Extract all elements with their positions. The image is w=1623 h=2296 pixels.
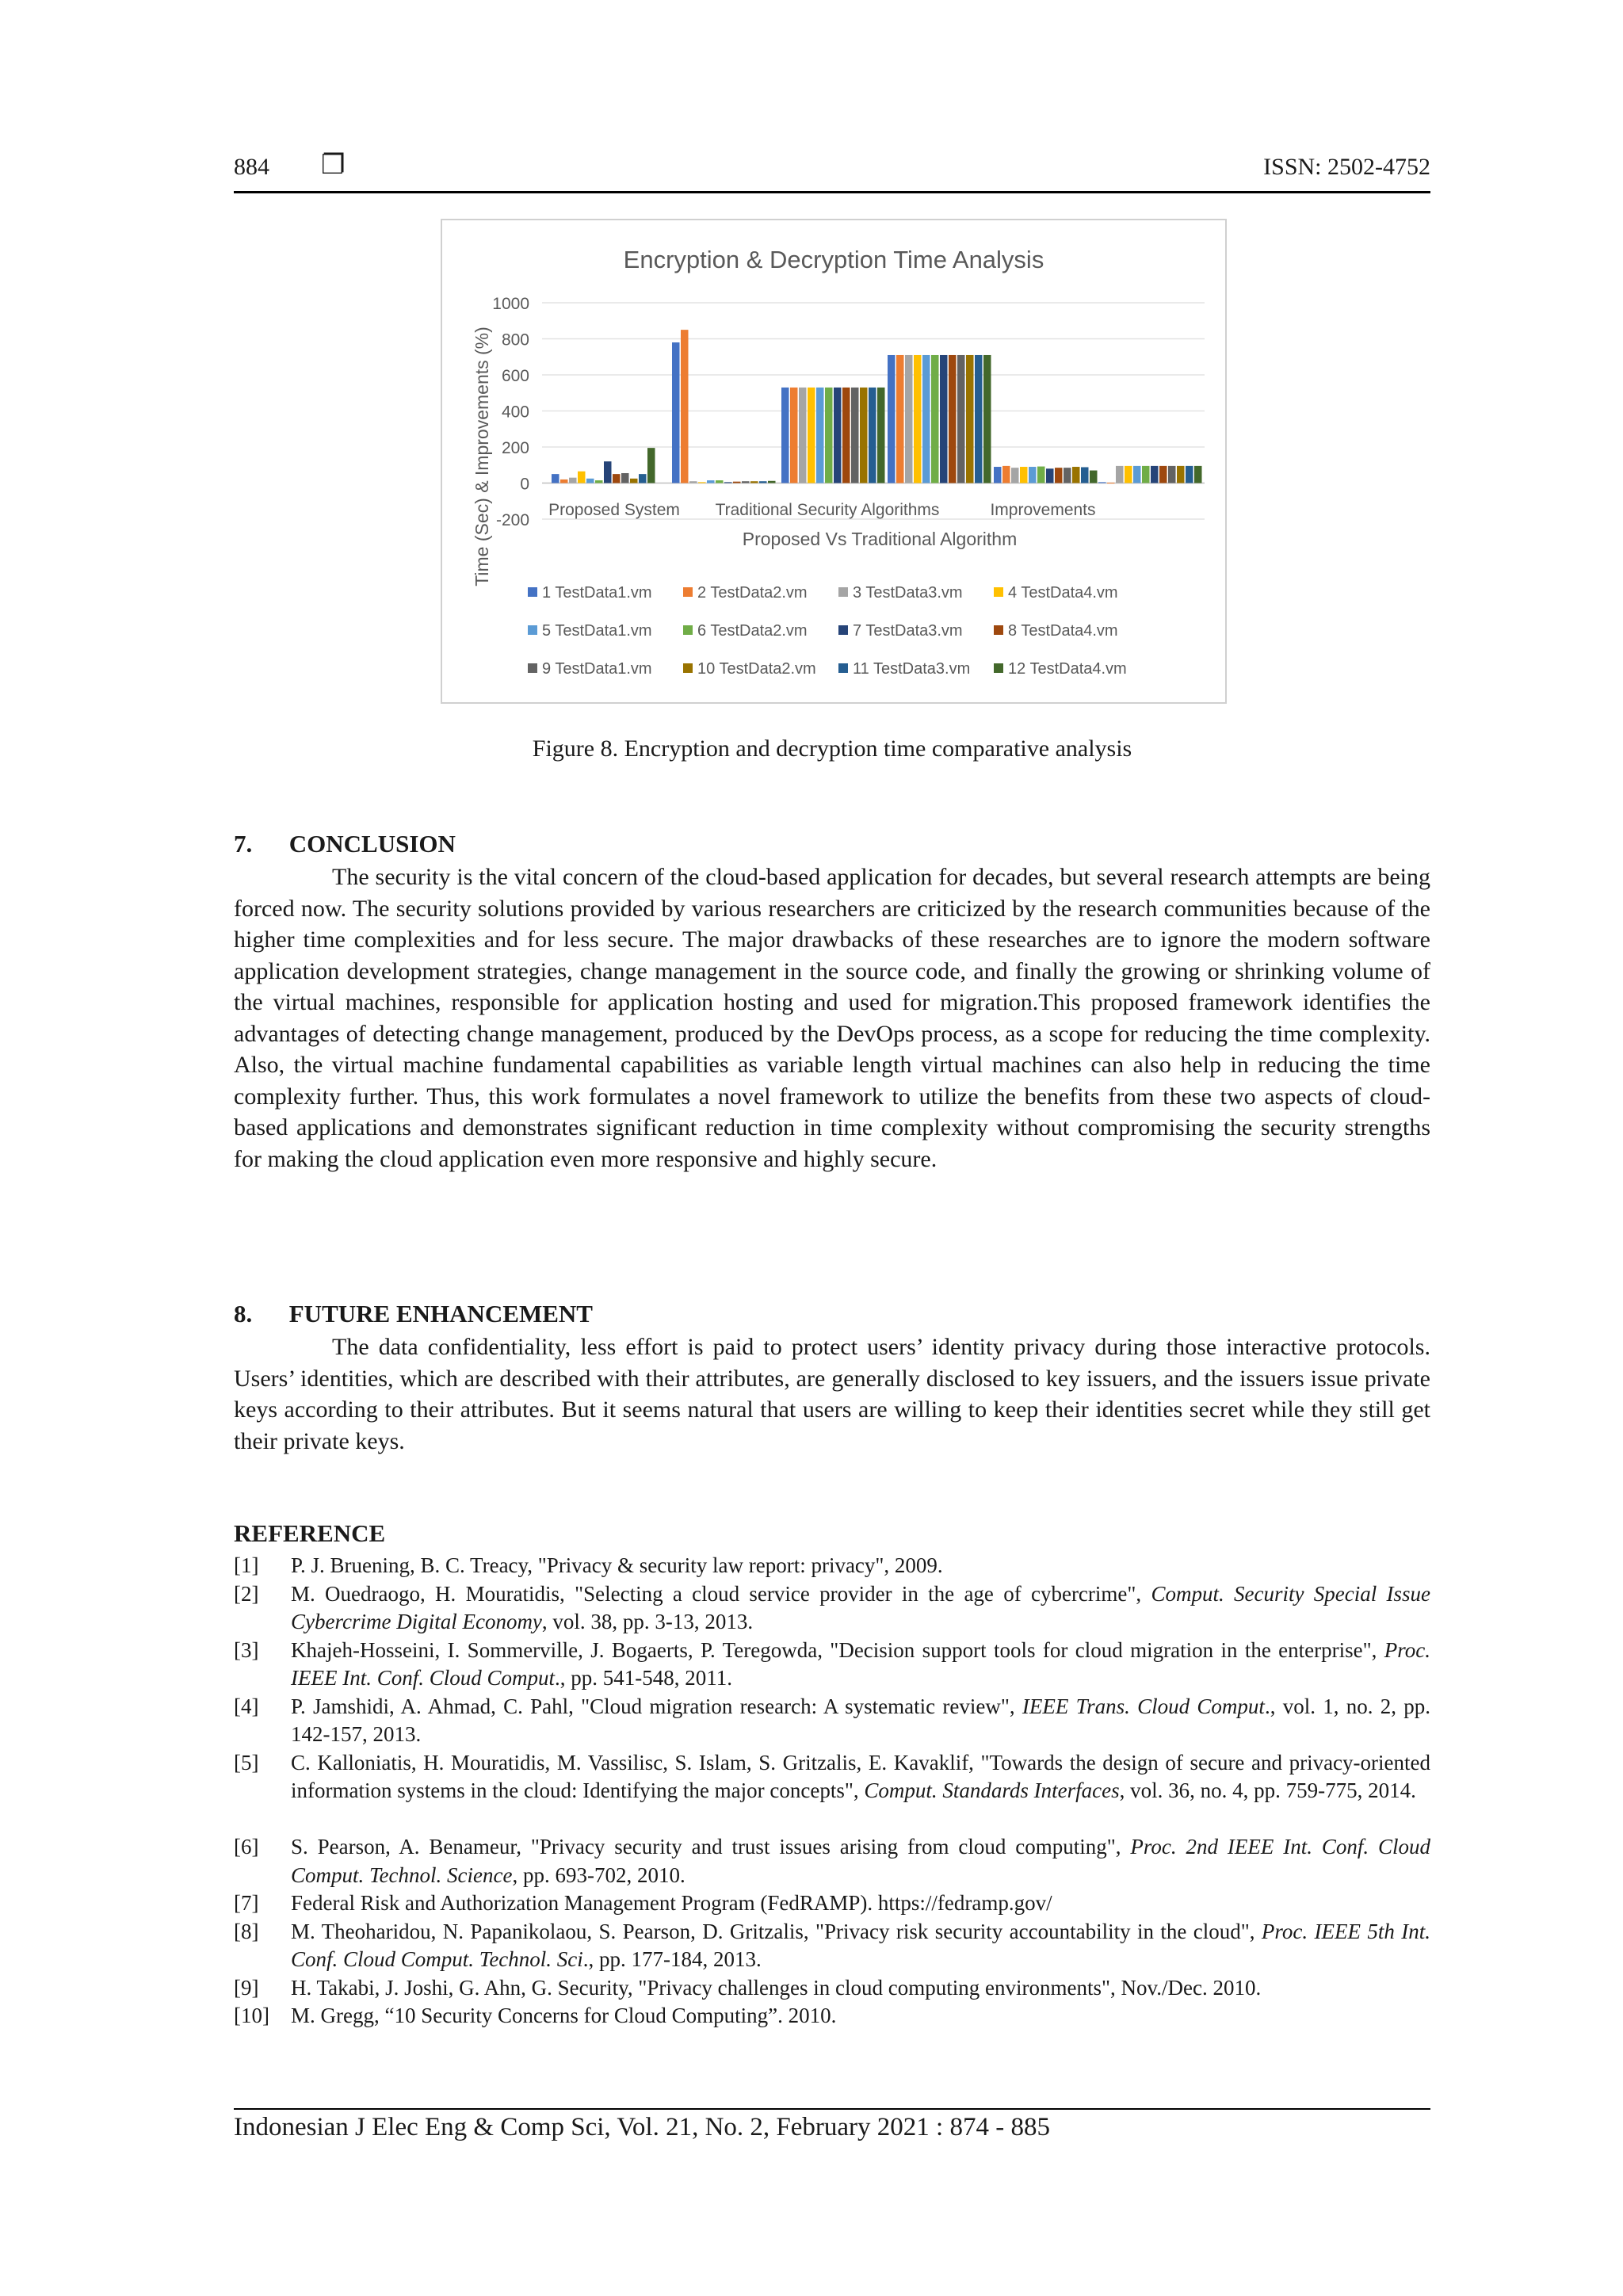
bar (759, 481, 767, 483)
bar (1055, 468, 1063, 483)
bar (613, 474, 621, 483)
chart-frame (441, 219, 1227, 704)
legend-swatch (683, 663, 693, 673)
figure-caption: Figure 8. Encryption and decryption time comparative analysis (532, 735, 1132, 762)
bar (1098, 482, 1106, 483)
bar (1194, 466, 1202, 483)
category-label: Traditional Security Algorithms (715, 501, 940, 519)
reference-number: [9] (234, 1975, 259, 2000)
reference-number: [8] (234, 1919, 259, 1943)
bar (595, 480, 603, 483)
bar (905, 355, 913, 483)
bar (834, 388, 842, 483)
legend-label: 6 TestData2.vm (697, 622, 808, 640)
y-tick-label: 800 (501, 330, 529, 350)
bar (672, 342, 680, 483)
bar (781, 388, 789, 483)
legend-swatch (838, 663, 848, 673)
bar (1020, 467, 1028, 483)
reference-number: [7] (234, 1891, 259, 1915)
bar (768, 481, 776, 483)
bar (569, 478, 577, 483)
bar (1090, 471, 1098, 483)
x-axis-label: Proposed Vs Traditional Algorithm (742, 529, 1018, 549)
bar (1116, 466, 1124, 483)
bar (994, 467, 1002, 483)
bar (1142, 466, 1150, 483)
bar (733, 482, 741, 483)
chart-title: Encryption & Decryption Time Analysis (623, 246, 1044, 273)
bar (842, 388, 850, 483)
legend-label: 8 TestData4.vm (1008, 622, 1118, 640)
legend-label: 5 TestData1.vm (542, 622, 652, 640)
legend-swatch (683, 625, 693, 635)
bar (1072, 467, 1080, 483)
bar (825, 388, 833, 483)
bar (896, 355, 904, 483)
bar (914, 355, 922, 483)
legend-label: 7 TestData3.vm (853, 622, 963, 640)
bar (949, 355, 957, 483)
bar (604, 461, 612, 483)
legend-label: 4 TestData4.vm (1008, 584, 1118, 602)
bar (860, 388, 868, 483)
conclusion-paragraph (234, 861, 1430, 1175)
legend-item (683, 622, 808, 640)
legend-swatch (838, 587, 848, 597)
legend-item (838, 660, 970, 678)
legend-swatch (838, 625, 848, 635)
reference-number: [3] (234, 1637, 259, 1662)
bar-chart (442, 220, 1225, 702)
reference-number: [1] (234, 1553, 259, 1577)
bar (681, 330, 689, 483)
bar (586, 479, 594, 483)
legend-label: 1 TestData1.vm (542, 584, 652, 602)
legend-item (528, 584, 652, 602)
bar (716, 480, 724, 483)
bar (877, 388, 885, 483)
bar (1064, 468, 1071, 483)
legend-label: 9 TestData1.vm (542, 660, 652, 678)
bar (922, 355, 930, 483)
footer-citation: Indonesian J Elec Eng & Comp Sci, Vol. 21, No. 2, February 2021 : 874 - 885 (234, 2113, 1050, 2141)
legend-swatch (683, 587, 693, 597)
future-text: The data confidentiality, less effort is paid to protect users’ identity privacy during those interactive protocols. Users’ identities, which are described with their attributes, are generally disclosed to key issuers, and the issuers issue private keys according to their attributes. But it seems natural that users are willing to keep their identities secret while they still get their private keys. (234, 1334, 1430, 1454)
reference-text: M. Theoharidou, N. Papanikolaou, S. Pearson, D. Gritzalis, "Privacy risk security accountability in the cloud", Proc. IEEE 5th Int. Conf. Cloud Comput. Technol. Sci., pp. 177-184, 2013. (291, 1919, 1430, 1971)
bar (1133, 466, 1141, 483)
y-tick-label: 600 (501, 367, 529, 385)
legend-swatch (994, 587, 1003, 597)
legend-label: 2 TestData2.vm (697, 584, 808, 602)
y-tick-label: -200 (495, 511, 529, 529)
conclusion-heading: 7. CONCLUSION (234, 830, 456, 858)
legend-item (994, 622, 1118, 640)
legend-swatch (528, 663, 537, 673)
legend-item (683, 660, 816, 678)
bar (689, 481, 697, 483)
legend-item (838, 622, 963, 640)
bar (578, 472, 586, 483)
header-box-icon: ❐ (321, 149, 346, 181)
legend-swatch (528, 587, 537, 597)
bar (647, 448, 655, 483)
bar (639, 474, 647, 483)
future-heading: 8. FUTURE ENHANCEMENT (234, 1300, 593, 1328)
bar (724, 482, 732, 483)
bar (940, 355, 948, 483)
bar (1037, 467, 1045, 483)
bar (552, 474, 559, 483)
legend-item (838, 584, 963, 602)
bar (851, 388, 859, 483)
bar (742, 481, 750, 483)
bar (1081, 467, 1089, 483)
bar (1151, 466, 1159, 483)
bar (966, 355, 974, 483)
reference-text: C. Kalloniatis, H. Mouratidis, M. Vassilisc, S. Islam, S. Gritzalis, E. Kavaklif, "Towards the design of secure and privacy-oriented information systems in the cloud: Identifying the major concepts", Comput. Standards Interfaces, vol. 36, no. 4, pp. 759-775, 2014. (291, 1750, 1430, 1802)
legend-item (528, 660, 652, 678)
issn: ISSN: 2502-4752 (1263, 154, 1430, 180)
reference-number: [5] (234, 1750, 259, 1775)
bar (1029, 467, 1037, 483)
bar (1011, 468, 1019, 483)
y-tick-label: 0 (520, 475, 529, 494)
bar (799, 388, 807, 483)
bar (1168, 466, 1176, 483)
bar (1186, 466, 1193, 483)
bar (957, 355, 965, 483)
bar (983, 355, 991, 483)
category-label: Improvements (990, 501, 1096, 519)
reference-number: [4] (234, 1694, 259, 1718)
bar (888, 355, 896, 483)
y-axis-label: Time (Sec) & Improvements (%) (472, 327, 492, 586)
y-tick-label: 1000 (492, 295, 529, 313)
reference-text: P. J. Bruening, B. C. Treacy, "Privacy & security law report: privacy", 2009. (291, 1553, 943, 1577)
reference-number: [10] (234, 2004, 269, 2027)
bar (1002, 466, 1010, 483)
legend-swatch (994, 625, 1003, 635)
legend-label: 10 TestData2.vm (697, 660, 816, 678)
bar (621, 473, 629, 483)
reference-text: H. Takabi, J. Joshi, G. Ahn, G. Security, "Privacy challenges in cloud computing environments", Nov./Dec. 2010. (291, 1975, 1262, 2000)
bar (630, 479, 638, 483)
reference-text: M. Ouedraogo, H. Mouratidis, "Selecting a cloud service provider in the age of cybercrime", Comput. Security Special Issue Cybercrime Digital Economy, vol. 38, pp. 3-13, 2013. (291, 1581, 1431, 1633)
bar (931, 355, 939, 483)
legend-item (683, 584, 808, 602)
bar (816, 388, 824, 483)
bar (975, 355, 983, 483)
reference-text: M. Gregg, “10 Security Concerns for Cloud Computing”. 2010. (291, 2004, 837, 2027)
page-number: 884 (234, 154, 269, 180)
reference-heading: REFERENCE (234, 1519, 386, 1547)
bar (750, 481, 758, 483)
y-tick-label: 400 (501, 403, 529, 422)
footer-rule (234, 2108, 1430, 2110)
reference-text: Federal Risk and Authorization Management Program (FedRAMP). https://fedramp.gov/ (291, 1891, 1052, 1915)
legend-item (994, 584, 1118, 602)
header-rule (234, 191, 1430, 193)
y-tick-label: 200 (501, 439, 529, 457)
future-paragraph (234, 1331, 1430, 1457)
legend-swatch (994, 663, 1003, 673)
bar (698, 482, 706, 483)
bar (869, 388, 876, 483)
bar (790, 388, 798, 483)
legend-swatch (528, 625, 537, 635)
bar (560, 479, 568, 483)
legend-item (994, 660, 1127, 678)
bar (1046, 468, 1054, 483)
legend-label: 12 TestData4.vm (1008, 660, 1127, 678)
conclusion-text: The security is the vital concern of the cloud-based application for decades, but several research attempts are being forced now. The security solutions provided by various researchers are criticized by the research communities because of the higher time complexities and for less secure. The major drawbacks of these researches are to ignore the modern software application development strategies, change management in the source code, and finally the growing or shrinking volume of the virtual machines, responsible for application hosting and used for migration.This proposed framework identifies the advantages of detecting change management, produced by the DevOps process, as a scope for reducing the time complexity. Also, the virtual machine fundamental capabilities as variable length virtual machines can also help in reducing the time complexity further. Thus, this work formulates a novel framework to utilize the benefits from these two aspects of cloud-based applications and demonstrates significant reduction in time complexity without compromising the security strengths for making the cloud application even more responsive and highly secure. (234, 864, 1430, 1172)
legend-label: 11 TestData3.vm (853, 660, 971, 678)
legend-label: 3 TestData3.vm (853, 584, 963, 602)
bar (1159, 466, 1167, 483)
bar (1177, 466, 1185, 483)
bar (808, 388, 815, 483)
reference-text: P. Jamshidi, A. Ahmad, C. Pahl, "Cloud migration research: A systematic review", IEEE Trans. Cloud Comput., vol. 1, no. 2, pp. 142-157, 2013. (291, 1694, 1431, 1746)
bar (707, 480, 715, 483)
reference-number: [2] (234, 1581, 259, 1606)
category-label: Proposed System (548, 501, 680, 519)
reference-text: Khajeh-Hosseini, I. Sommerville, J. Bogaerts, P. Teregowda, "Decision support tools for cloud migration in the enterprise", Proc. IEEE Int. Conf. Cloud Comput., pp. 541-548, 2011. (291, 1637, 1430, 1690)
bar (1125, 466, 1132, 483)
legend-item (528, 622, 652, 640)
reference-number: [6] (234, 1835, 259, 1859)
reference-text: S. Pearson, A. Benameur, "Privacy security and trust issues arising from cloud computing", Proc. 2nd IEEE Int. Conf. Cloud Comput. Technol. Science, pp. 693-702, 2010. (291, 1835, 1430, 1887)
